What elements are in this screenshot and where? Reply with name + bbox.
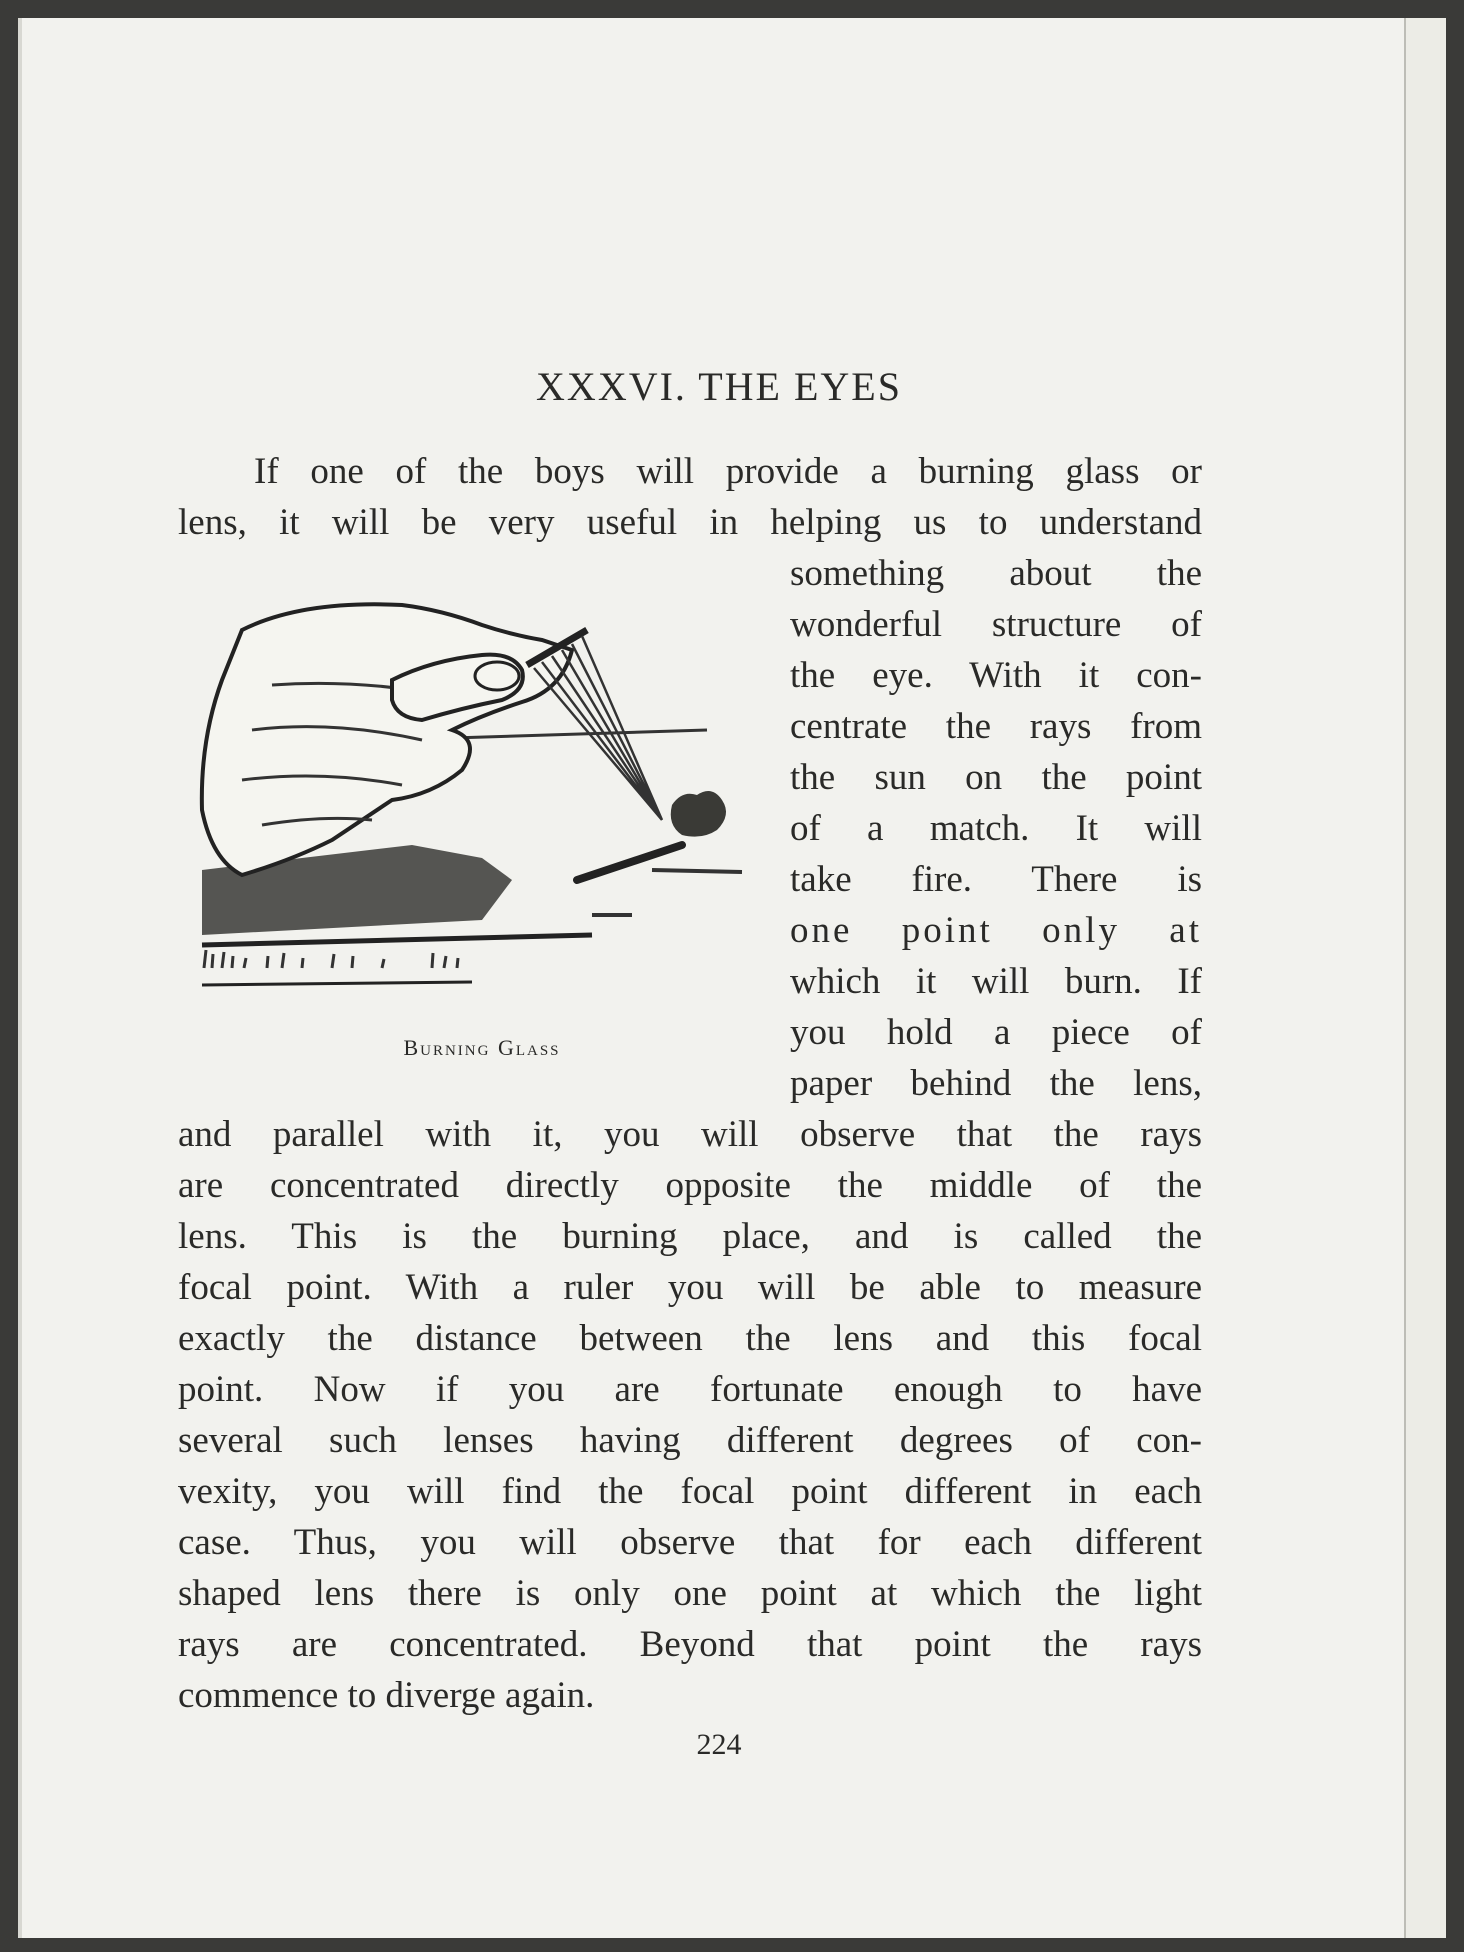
text-line: lens, it will be very useful in helping us to understand xyxy=(178,502,1202,543)
text-line: one point only at xyxy=(790,910,1202,951)
text-line: shaped lens there is only one point at which the light xyxy=(178,1573,1202,1614)
burning-glass-illustration xyxy=(182,590,772,1020)
chapter-title: XXXVI. THE EYES xyxy=(536,364,902,409)
text-line: paper behind the lens, xyxy=(790,1063,1202,1104)
text-line: point. Now if you are fortunate enough to have xyxy=(178,1369,1202,1410)
page-number: 224 xyxy=(696,1728,742,1761)
text-line: of a match. It will xyxy=(790,808,1202,849)
text-line: which it will burn. If xyxy=(790,961,1202,1002)
text-line: are concentrated directly opposite the middle of the xyxy=(178,1165,1202,1206)
adjacent-page-edge xyxy=(1404,18,1446,1938)
text-line: commence to diverge again. xyxy=(178,1675,595,1716)
text-line: centrate the rays from xyxy=(790,706,1202,747)
text-line: vexity, you will find the focal point different in each xyxy=(178,1471,1202,1512)
text-line: If one of the boys will provide a burning glass or xyxy=(254,451,1202,492)
text-line: focal point. With a ruler you will be able to measure xyxy=(178,1267,1202,1308)
text-line: wonderful structure of xyxy=(790,604,1202,645)
figure-caption: Burning Glass xyxy=(403,1035,561,1060)
text-line: and parallel with it, you will observe that the rays xyxy=(178,1114,1202,1155)
text-line: case. Thus, you will observe that for each different xyxy=(178,1522,1202,1563)
text-line: the sun on the point xyxy=(790,757,1202,798)
text-line: you hold a piece of xyxy=(790,1012,1202,1053)
book-page xyxy=(18,18,1416,1938)
text-line: something about the xyxy=(790,553,1202,594)
text-line: lens. This is the burning place, and is called the xyxy=(178,1216,1202,1257)
text-line: take fire. There is xyxy=(790,859,1202,900)
text-line: rays are concentrated. Beyond that point the rays xyxy=(178,1624,1202,1665)
text-line: several such lenses having different degrees of con- xyxy=(178,1420,1202,1461)
text-line: the eye. With it con- xyxy=(790,655,1202,696)
text-line: exactly the distance between the lens and this focal xyxy=(178,1318,1202,1359)
